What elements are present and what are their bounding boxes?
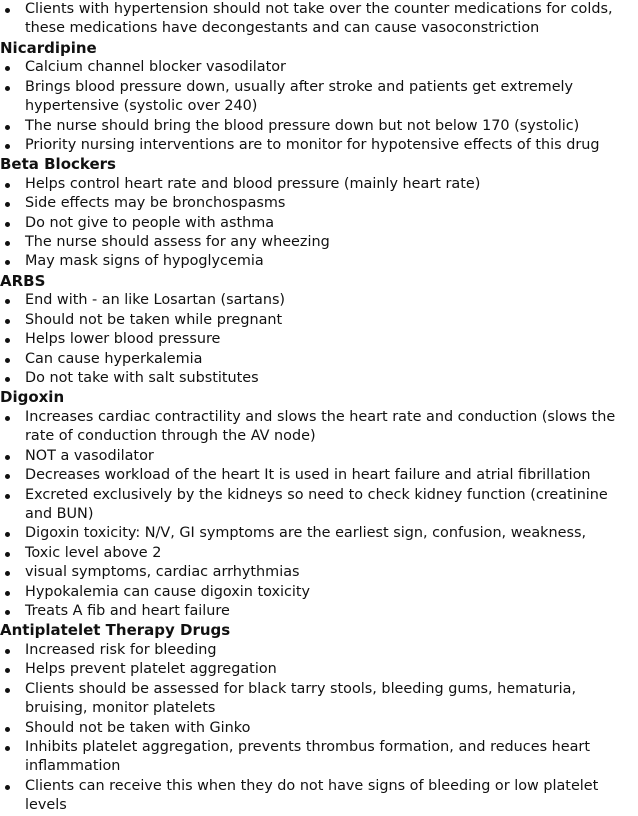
bullet-list — [0, 408, 638, 621]
bullet-icon — [5, 591, 10, 596]
list-item-text: Hypokalemia can cause digoxin toxicity — [25, 583, 311, 600]
list-item-text: End with - an like Losartan (sartans) — [25, 292, 286, 309]
bullet-icon — [5, 552, 10, 557]
list-item-text: Do not give to people with asthma — [25, 214, 275, 231]
list-item-text: Priority nursing interventions are to monitor for hypotensive effects of this drug — [25, 136, 600, 153]
bullet-icon — [5, 260, 10, 265]
bullet-list — [0, 291, 638, 388]
bullet-icon — [5, 202, 10, 207]
bullet-icon — [5, 338, 10, 343]
list-item-text: visual symptoms, cardiac arrhythmias — [25, 564, 300, 581]
section-heading: ARBS — [0, 271, 46, 290]
list-item-text: May mask signs of hypoglycemia — [25, 253, 264, 270]
bullet-icon — [5, 474, 10, 479]
list-item — [0, 233, 638, 252]
list-item — [0, 311, 638, 330]
bullet-icon — [5, 86, 10, 91]
section — [0, 621, 638, 815]
section — [0, 272, 638, 389]
list-item — [0, 777, 638, 816]
bullet-icon — [5, 494, 10, 499]
bullet-list — [0, 0, 638, 39]
list-item — [0, 583, 638, 602]
list-item — [0, 641, 638, 660]
section — [0, 39, 638, 156]
list-item-text: Clients with hypertension should not take over the counter medications for colds, these medications have decongestants and can cause vasoconstriction — [25, 1, 613, 37]
section-heading: Beta Blockers — [0, 155, 116, 174]
list-item-text: Excreted exclusively by the kidneys so need to check kidney function (creatinine and BUN) — [25, 486, 608, 522]
list-item — [0, 602, 638, 621]
list-item-text: Increased risk for bleeding — [25, 641, 217, 658]
bullet-list — [0, 641, 638, 816]
bullet-icon — [5, 532, 10, 537]
bullet-icon — [5, 358, 10, 363]
list-item-text: The nurse should bring the blood pressure down but not below 170 (systolic) — [25, 117, 580, 134]
bullet-icon — [5, 241, 10, 246]
list-item-text: Do not take with salt substitutes — [25, 370, 259, 386]
list-item-text: Can cause hyperkalemia — [25, 350, 203, 367]
bullet-icon — [5, 222, 10, 227]
list-item — [0, 252, 638, 271]
section — [0, 0, 638, 39]
bullet-icon — [5, 319, 10, 324]
list-item — [0, 738, 638, 777]
list-item-text: Treats A fib and heart failure — [25, 602, 230, 619]
bullet-icon — [5, 377, 10, 382]
list-item — [0, 544, 638, 563]
list-item — [0, 0, 638, 39]
list-item-text: Digoxin toxicity: N/V, GI symptoms are the earliest sign, confusion, weakness, — [25, 525, 587, 542]
list-item-text: Should not be taken while pregnant — [25, 311, 283, 328]
list-item — [0, 447, 638, 466]
list-item-text: Clients can receive this when they do not have signs of bleeding or low platelet levels — [25, 777, 599, 814]
list-item — [0, 175, 638, 194]
list-item — [0, 563, 638, 582]
list-item-text: Side effects may be bronchospasms — [25, 195, 286, 212]
list-item-text: Clients should be assessed for black tarry stools, bleeding gums, hematuria, bruising, monitor platelets — [25, 680, 577, 717]
list-item-text: Decreases workload of the heart It is used in heart failure and atrial fibrillation — [25, 467, 591, 484]
bullet-icon — [5, 727, 10, 732]
list-item-text: The nurse should assess for any wheezing — [25, 234, 330, 251]
bullet-list — [0, 175, 638, 272]
list-item-text: Should not be taken with Ginko — [25, 719, 251, 736]
bullet-icon — [5, 8, 10, 13]
list-item — [0, 466, 638, 485]
bullet-icon — [5, 571, 10, 576]
list-item — [0, 350, 638, 369]
bullet-icon — [5, 125, 10, 130]
section-heading: Digoxin — [0, 388, 65, 407]
list-item — [0, 194, 638, 213]
bullet-icon — [5, 144, 10, 149]
list-item-text: Helps control heart rate and blood pressure (mainly heart rate) — [25, 175, 481, 192]
bullet-icon — [5, 183, 10, 188]
list-item — [0, 136, 638, 155]
list-item-text: Helps prevent platelet aggregation — [25, 661, 277, 678]
list-item — [0, 117, 638, 136]
list-item-text: Increases cardiac contractility and slows the heart rate and conduction (slows the rate of conduction through the AV node) — [25, 408, 616, 445]
list-item — [0, 660, 638, 679]
list-item-text: Calcium channel blocker vasodilator — [25, 59, 286, 76]
section-heading: Nicardipine — [0, 38, 97, 57]
list-item — [0, 524, 638, 543]
list-item-text: Brings blood pressure down, usually after stroke and patients get extremely hypertensive (systolic over 240) — [25, 78, 574, 115]
section — [0, 388, 638, 621]
list-item-text: Helps lower blood pressure — [25, 331, 221, 348]
list-item — [0, 486, 638, 525]
section — [0, 155, 638, 272]
bullet-icon — [5, 299, 10, 304]
list-item-text: NOT a vasodilator — [25, 447, 154, 464]
list-item — [0, 78, 638, 117]
list-item — [0, 330, 638, 349]
bullet-icon — [5, 66, 10, 71]
bullet-icon — [5, 610, 10, 615]
bullet-icon — [5, 746, 10, 751]
list-item-text: Inhibits platelet aggregation, prevents thrombus formation, and reduces heart inflammation — [25, 738, 590, 775]
list-item — [0, 408, 638, 447]
bullet-icon — [5, 668, 10, 673]
bullet-icon — [5, 416, 10, 421]
list-item — [0, 369, 638, 388]
list-item — [0, 214, 638, 233]
list-item — [0, 680, 638, 719]
list-item — [0, 291, 638, 310]
bullet-list — [0, 58, 638, 155]
bullet-icon — [5, 688, 10, 693]
list-item-text: Toxic level above 2 — [25, 544, 162, 561]
section-heading: Antiplatelet Therapy Drugs — [0, 621, 231, 640]
list-item — [0, 719, 638, 738]
bullet-icon — [5, 649, 10, 654]
list-item — [0, 58, 638, 77]
bullet-icon — [5, 455, 10, 460]
bullet-icon — [5, 785, 10, 790]
